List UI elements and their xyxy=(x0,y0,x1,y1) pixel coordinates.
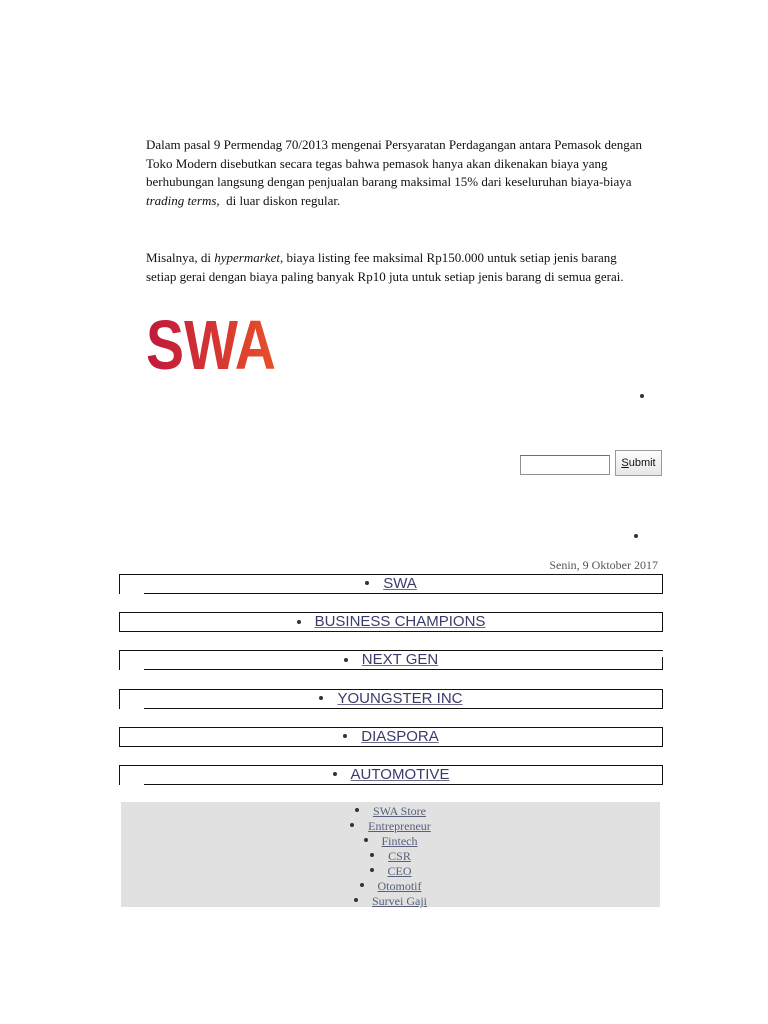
nav-link-next-gen[interactable]: NEXT GEN xyxy=(361,651,439,669)
paragraph-1-text: Dalam pasal 9 Permendag 70/2013 mengenai Persyaratan Perdagangan antara Pemasok dengan Toko Modern disebutkan secara tegas bahwa pemasok hanya akan dikenakan biaya yang berhubungan langsung dengan penjualan barang maksimal 15% dari keseluruhan biaya-biaya xyxy=(146,137,642,189)
submit-label: ubmit xyxy=(628,457,656,469)
paragraph-1-italic: trading terms, xyxy=(146,192,220,208)
sub-nav-item-entrepreneur xyxy=(121,818,660,833)
sub-nav-link-ceo[interactable]: CEO xyxy=(387,864,412,878)
sub-nav-link-csr[interactable]: CSR xyxy=(388,849,411,863)
nav-item-youngster-inc[interactable] xyxy=(119,689,663,709)
article-paragraph-1 xyxy=(146,136,646,210)
bullet-icon xyxy=(640,394,644,398)
logo-text: SWA xyxy=(146,306,276,384)
sub-nav-panel xyxy=(121,802,660,907)
bullet-icon xyxy=(333,772,337,776)
sub-nav-link-survei-gaji[interactable]: Survei Gaji xyxy=(372,894,427,908)
nav-item-business-champions[interactable] xyxy=(119,612,663,632)
bullet-icon xyxy=(370,853,374,857)
nav-item-diaspora[interactable] xyxy=(119,727,663,747)
submit-accesskey: S xyxy=(621,457,629,469)
bullet-icon xyxy=(343,734,347,738)
nav-item-swa[interactable] xyxy=(119,574,663,594)
bullet-icon xyxy=(370,868,374,872)
sub-nav-link-otomotif[interactable]: Otomotif xyxy=(377,879,422,893)
sub-nav-item-survei-gaji xyxy=(121,893,660,908)
nav-link-youngster-inc[interactable]: YOUNGSTER INC xyxy=(337,689,463,707)
search-input[interactable] xyxy=(520,455,610,475)
sub-nav-item-csr xyxy=(121,848,660,863)
nav-link-swa[interactable]: SWA xyxy=(383,575,417,592)
sub-nav-link-fintech[interactable]: Fintech xyxy=(381,834,418,848)
sub-nav-item-otomotif xyxy=(121,878,660,893)
paragraph-1-text-end: di luar diskon regular. xyxy=(219,192,341,208)
submit-button[interactable] xyxy=(615,450,662,476)
bullet-icon xyxy=(364,838,368,842)
bullet-icon xyxy=(350,823,354,827)
sub-nav xyxy=(121,802,660,908)
nav-link-diaspora[interactable]: DIASPORA xyxy=(361,727,439,745)
nav-item-automotive[interactable] xyxy=(119,765,663,785)
paragraph-2-text: Misalnya, di xyxy=(146,250,215,265)
bullet-icon xyxy=(354,898,358,902)
sub-nav-item-swa-store xyxy=(121,803,660,818)
swa-logo-graphic xyxy=(146,306,278,384)
sub-nav-item-fintech xyxy=(121,833,660,848)
nav-link-business-champions[interactable]: BUSINESS CHAMPIONS xyxy=(314,613,486,631)
nav-item-next-gen[interactable] xyxy=(119,650,663,670)
bullet-icon xyxy=(344,658,348,662)
swa-logo[interactable] xyxy=(146,306,278,384)
paragraph-2-italic: hypermarket xyxy=(214,250,280,265)
current-date: Senin, 9 Oktober 2017 xyxy=(549,558,658,572)
bullet-icon xyxy=(355,808,359,812)
sub-nav-item-ceo xyxy=(121,863,660,878)
article-paragraph-2 xyxy=(146,249,646,286)
bullet-icon xyxy=(297,620,301,624)
bullet-icon xyxy=(634,534,638,538)
bullet-icon xyxy=(360,883,364,887)
sub-nav-link-swa-store[interactable]: SWA Store xyxy=(372,804,426,818)
bullet-icon xyxy=(365,581,369,585)
bullet-icon xyxy=(319,696,323,700)
paragraph-2-text-end: , biaya listing fee maksimal Rp150.000 untuk setiap jenis barang setiap gerai dengan biaya paling banyak Rp10 juta untuk setiap jenis barang di semua gerai. xyxy=(146,250,624,284)
nav-link-automotive[interactable]: AUTOMOTIVE xyxy=(350,765,450,783)
main-nav xyxy=(119,574,663,803)
sub-nav-link-entrepreneur[interactable]: Entrepreneur xyxy=(368,819,431,833)
